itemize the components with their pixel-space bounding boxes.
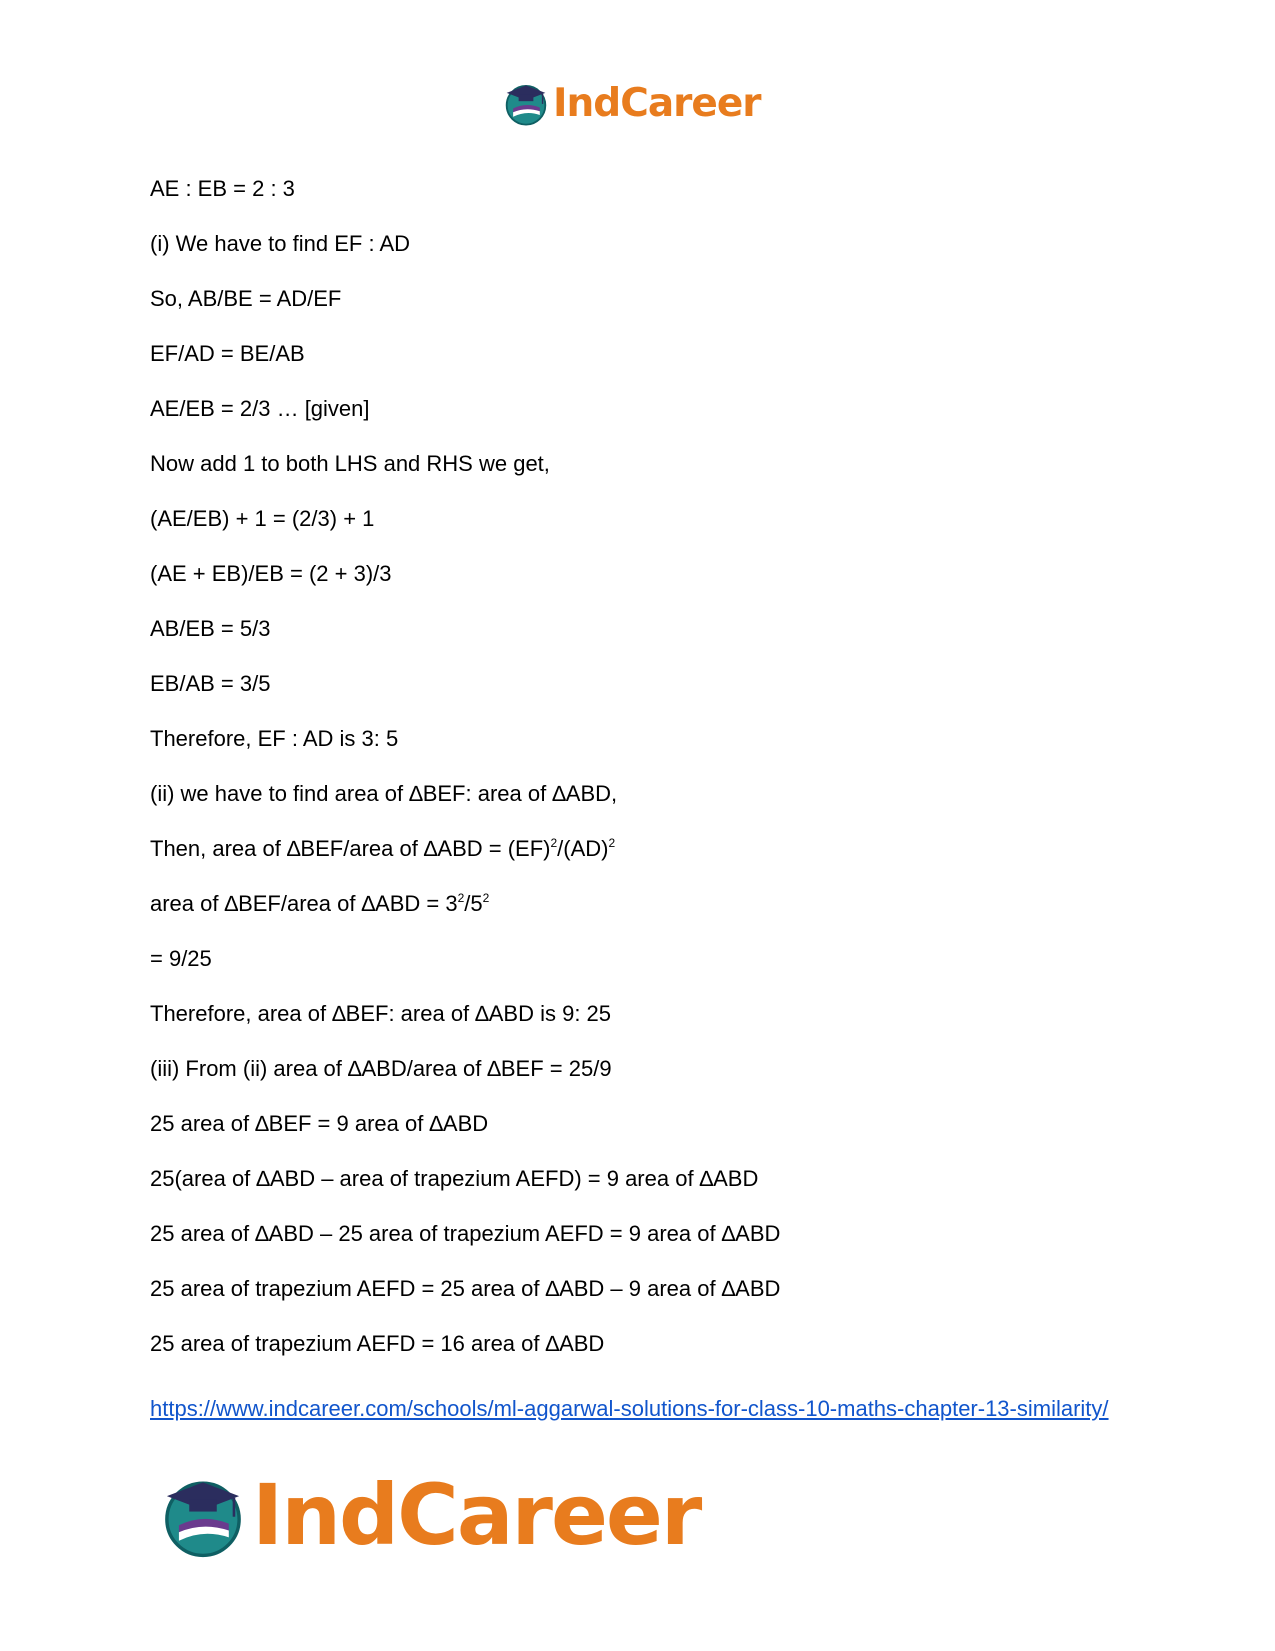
text-line [150,671,1130,697]
text-segment: (ii) we have to find area of ∆BEF: area of ∆ABD, [150,781,618,806]
text-line [150,231,1130,257]
text-segment: Now add 1 to both LHS and RHS we get, [150,451,550,476]
text-segment: (iii) From (ii) area of ∆ABD/area of ∆BEF = 25/9 [150,1056,612,1081]
header-logo [503,78,761,128]
text-line [150,726,1130,752]
text-line [150,616,1130,642]
text-segment: 25 area of trapezium AEFD = 25 area of ∆ABD – 9 area of ∆ABD [150,1276,781,1301]
text-segment: (AE/EB) + 1 = (2/3) + 1 [150,506,375,531]
text-segment: EF/AD = BE/AB [150,341,305,366]
text-line [150,1221,1130,1247]
text-segment: AE : EB = 2 : 3 [150,176,295,201]
superscript: 2 [608,836,616,850]
text-segment: EB/AB = 3/5 [150,671,271,696]
text-line [150,1111,1130,1137]
superscript: 2 [550,836,558,850]
text-segment: Therefore, EF : AD is 3: 5 [150,726,399,751]
text-line [150,1331,1130,1357]
text-line [150,836,1130,862]
text-line [150,451,1130,477]
brand-name: IndCareer [553,80,761,126]
text-line [150,781,1130,807]
text-line [150,1276,1130,1302]
text-segment: Then, area of ∆BEF/area of ∆ABD = (EF) [150,836,551,861]
source-link[interactable]: https://www.indcareer.com/schools/ml-aggarwal-solutions-for-class-10-maths-chapter-13-similarity/ [150,1396,1109,1421]
text-segment: 25(area of ∆ABD – area of trapezium AEFD) = 9 area of ∆ABD [150,1166,759,1191]
footer-logo [160,1466,701,1564]
text-line [150,506,1130,532]
text-segment: Therefore, area of ∆BEF: area of ∆ABD is 9: 25 [150,1001,612,1026]
text-segment: 25 area of ∆ABD – 25 area of trapezium AEFD = 9 area of ∆ABD [150,1221,781,1246]
solution-text [150,176,1130,1386]
text-line [150,1056,1130,1082]
text-line [150,341,1130,367]
brand-name: IndCareer [252,1466,701,1564]
superscript: 2 [457,891,465,905]
text-line [150,176,1130,202]
text-segment: (i) We have to find EF : AD [150,231,411,256]
text-segment: AB/EB = 5/3 [150,616,271,641]
text-line [150,1166,1130,1192]
graduation-cap-globe-icon [503,80,549,126]
text-line [150,286,1130,312]
text-segment: /5 [464,891,483,916]
text-segment: (AE + EB)/EB = (2 + 3)/3 [150,561,392,586]
text-segment: 25 area of ∆BEF = 9 area of ∆ABD [150,1111,489,1136]
text-line [150,946,1130,972]
text-line [150,561,1130,587]
text-segment: /(AD) [557,836,609,861]
text-line [150,396,1130,422]
text-line [150,1001,1130,1027]
text-segment: 25 area of trapezium AEFD = 16 area of ∆ABD [150,1331,605,1356]
superscript: 2 [482,891,490,905]
text-segment: AE/EB = 2/3 … [given] [150,396,370,421]
graduation-cap-globe-icon [160,1472,246,1558]
text-segment: So, AB/BE = AD/EF [150,286,342,311]
text-line [150,891,1130,917]
text-segment: area of ∆BEF/area of ∆ABD = 3 [150,891,458,916]
text-segment: = 9/25 [150,946,212,971]
